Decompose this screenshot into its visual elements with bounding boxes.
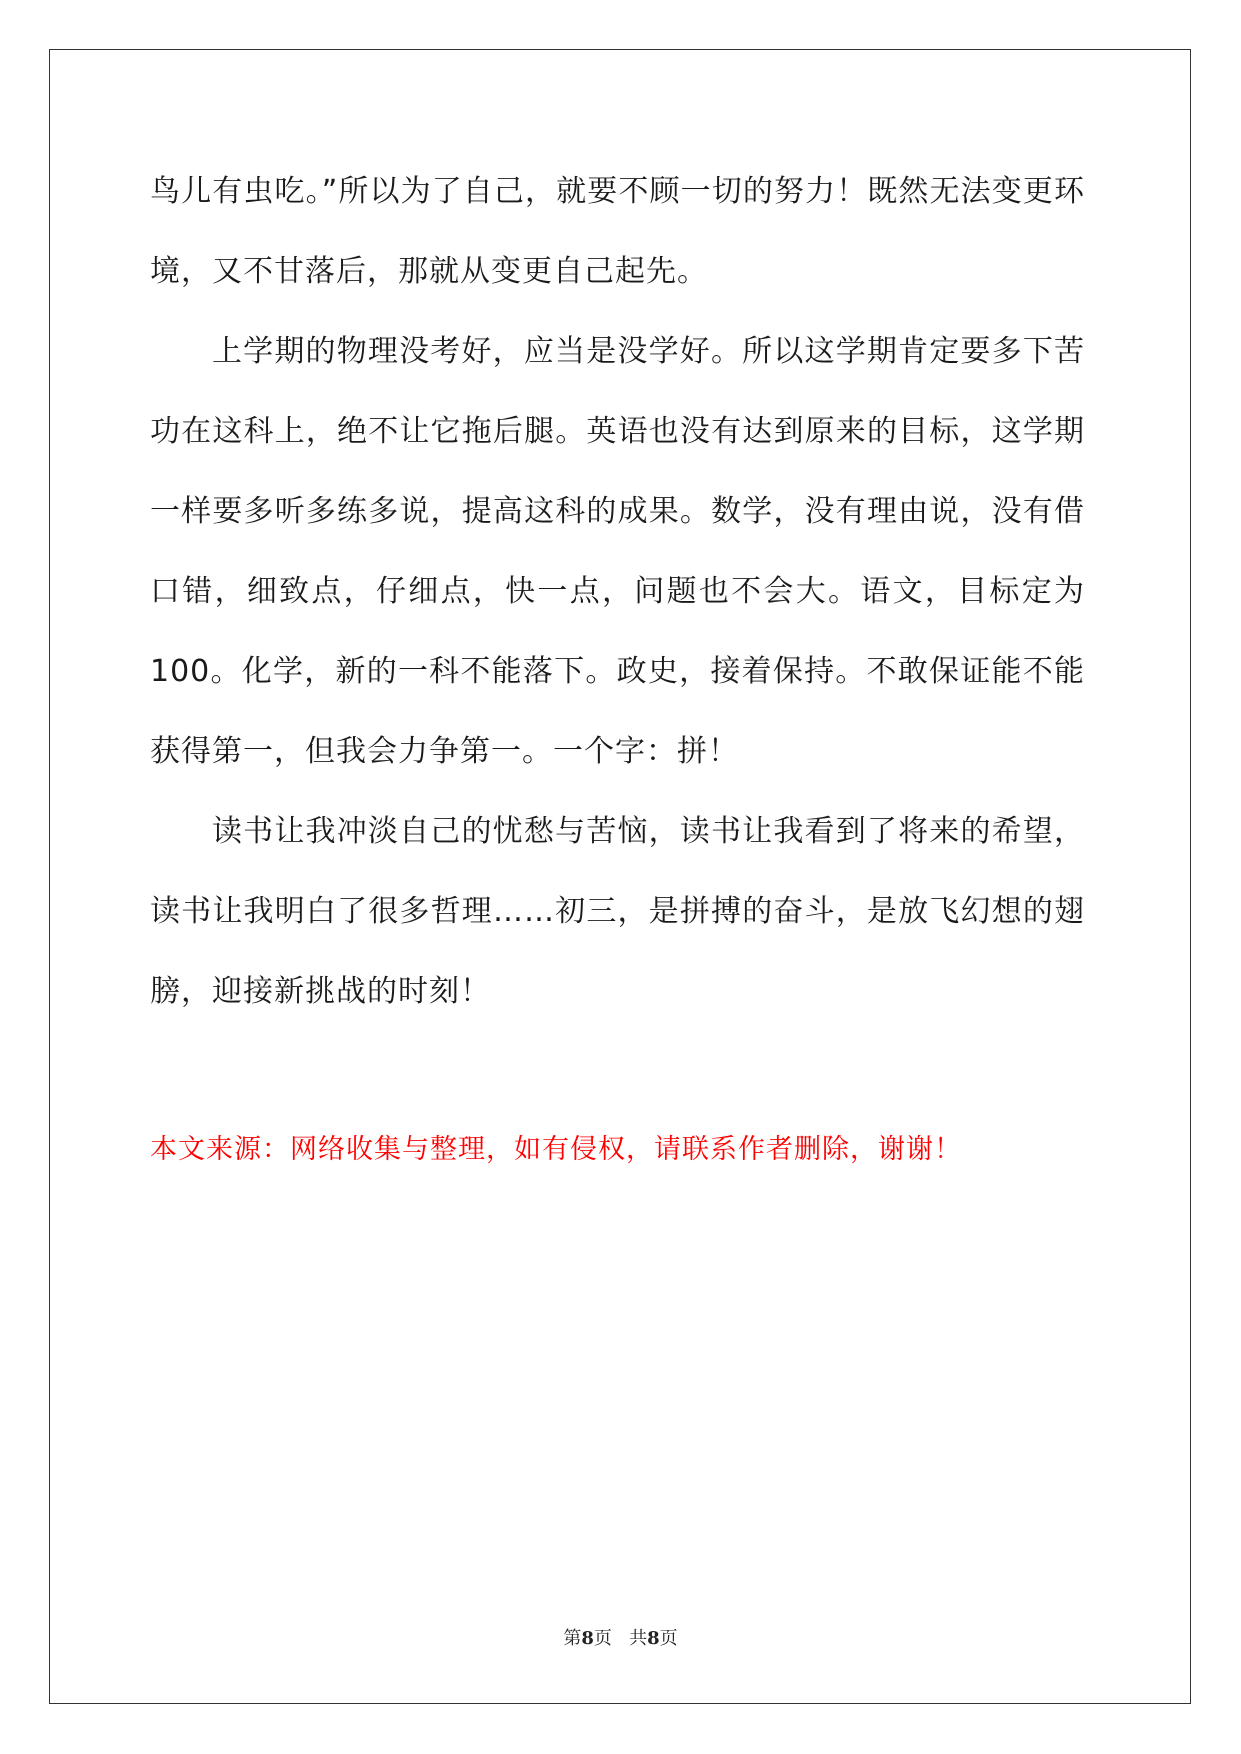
footer-page-suffix: 页 — [593, 1628, 612, 1649]
document-body — [150, 152, 1085, 1032]
paragraph-3: 读书让我冲淡自己的忧愁与苦恼，读书让我看到了将来的希望，读书让我明白了很多哲理……初三，是拼搏的奋斗，是放飞幻想的翅膀，迎接新挑战的时刻！ — [150, 814, 1085, 1009]
footer-total-suffix: 页 — [659, 1628, 678, 1649]
footer-prefix: 第 — [563, 1628, 582, 1649]
paragraph-1: 鸟儿有虫吃。”所以为了自己，就要不顾一切的努力！既然无法变更环境，又不甘落后，那就从变更自己起先。 — [150, 174, 1085, 289]
current-page-number: 8 — [581, 1628, 594, 1649]
source-disclaimer: 本文来源：网络收集与整理，如有侵权，请联系作者删除，谢谢！ — [150, 1134, 962, 1165]
footer-total-prefix: 共 — [629, 1628, 648, 1649]
total-pages-number: 8 — [647, 1628, 660, 1649]
paragraph-2: 上学期的物理没考好，应当是没学好。所以这学期肯定要多下苦功在这科上，绝不让它拖后腿。英语也没有达到原来的目标，这学期一样要多听多练多说，提高这科的成果。数学，没有理由说，没有借口错，细致点，仔细点，快一点，问题也不会大。语文，目标定为100。化学，新的一科不能落下。政史，接着保持。不敢保证能不能获得第一，但我会力争第一。一个字：拼！ — [150, 334, 1085, 769]
page-footer — [0, 1624, 1241, 1650]
